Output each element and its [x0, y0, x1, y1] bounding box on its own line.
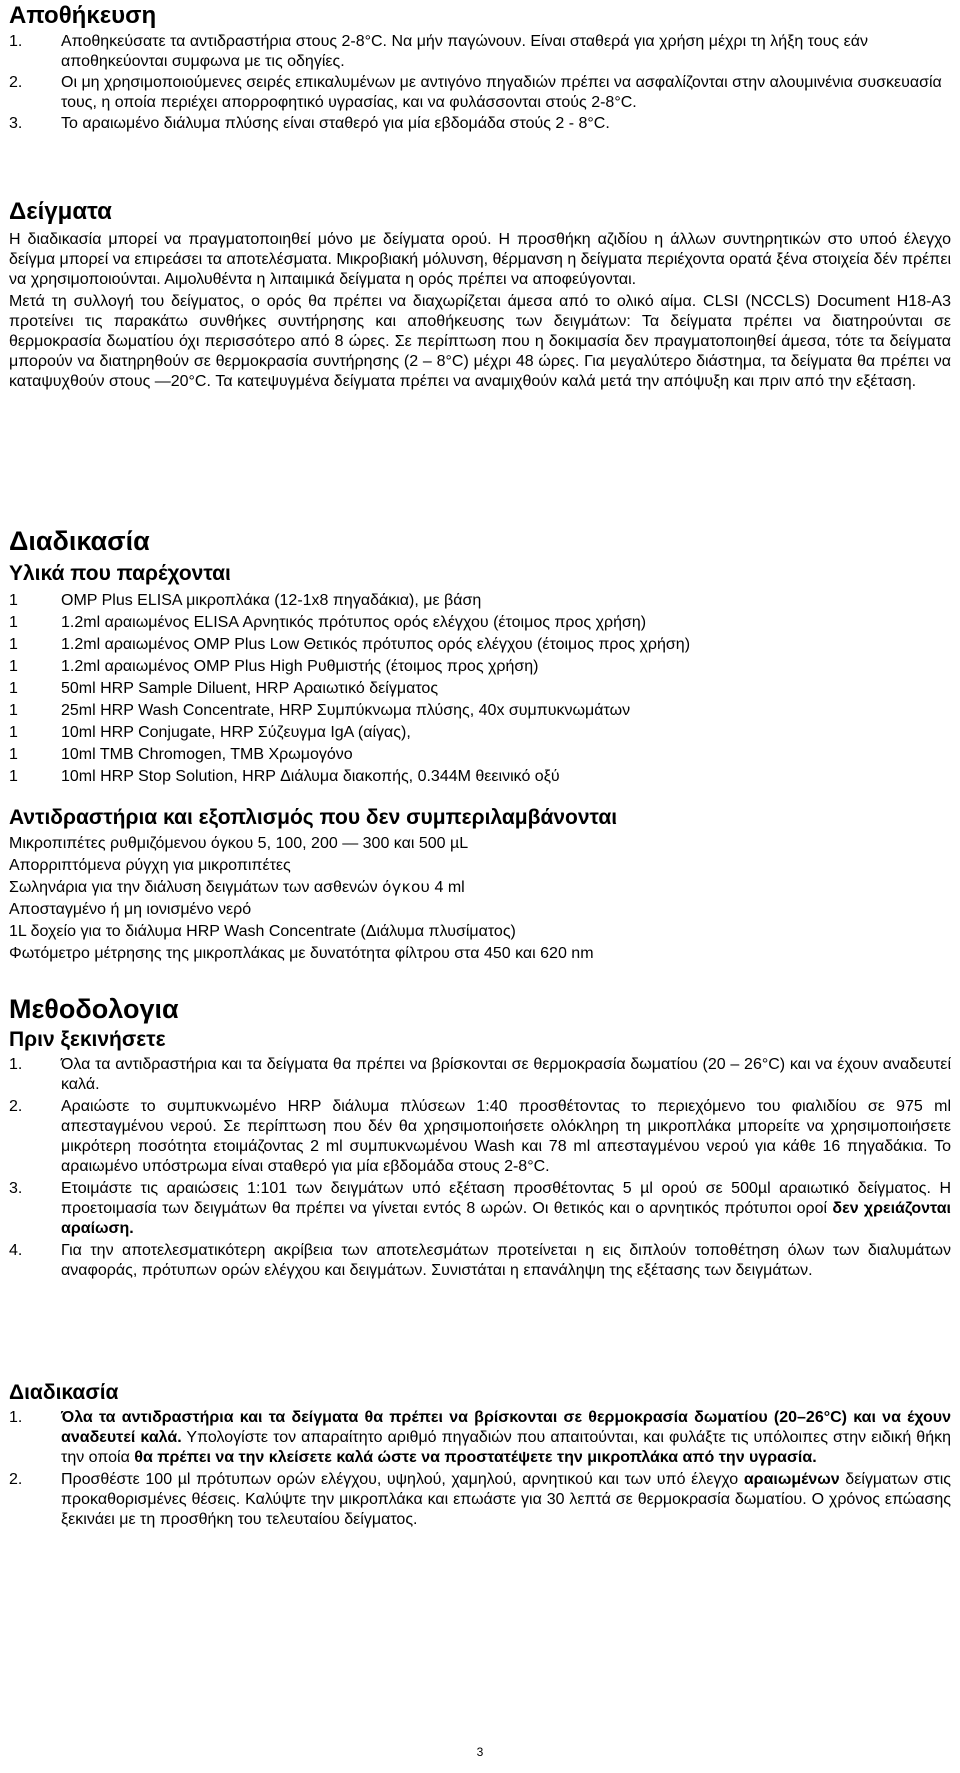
material-item: 1 10ml TMB Chromogen, TMB Χρωμογόνο [9, 746, 353, 763]
not-supplied-item: Απορριπτόμενα ρύγχη για μικροπιπέτες [9, 857, 291, 874]
procedure-title: Διαδικασία [9, 1381, 119, 1404]
storage-title: Αποθήκευση [9, 2, 157, 29]
material-item: 1 50ml HRP Sample Diluent, HRP Αραιωτικό δείγματος [9, 680, 439, 697]
page-number: 3 [476, 1745, 484, 1759]
material-item: 1 1.2ml αραιωμένος ELISA Αρνητικός πρότυπος ορός ελέγχου (έτοιμος προς χρήση) [9, 614, 647, 631]
material-item: 1 10ml HRP Stop Solution, HRP Διάλυμα διακοπής, 0.344M θεεινικό οξύ [9, 768, 560, 785]
samples-section [9, 198, 951, 392]
procedure-section [9, 1380, 951, 1530]
storage-item: 2. Οι μη χρησιμοποιούμενες σειρές επικαλυμένων με αντιγόνο πηγαδιών πρέπει να ασφαλίζονται στην αλουμινένια συσκευασία τους, η οποία περιέχει απορροφητικό υγρασίας, και να φυλάσσονται στούς 2-8°C. [9, 74, 942, 111]
not-supplied-list [9, 834, 951, 964]
samples-paragraph-1: Η διαδικασία μπορεί να πραγματοποιηθεί μόνο με δείγματα ορού. Η προσθήκη αζιδίου η άλλων συντηρητικών στο υποό έλεγχο δείγμα μπορεί να επιρεάσει τα αποτελέσματα. Μικροβιακή μόλυνση, θέρμανση η δείγματα περιέχοντα ορατά ξένα στοιχεία δέν πρέπει να χρησιμοποιούνται. Αιμολυθέντα η λιπαιμικά δείγματα η ορός πρέπει να αποφεύγονται. [9, 231, 951, 288]
methodology-title: Μεθοδολογια [9, 994, 179, 1024]
before-start-step: 4. Για την αποτελεσματικότερη ακρίβεια των αποτελεσμάτων προτείνεται η εις διπλούν τοποθέτηση όλων των διαλυμάτων αναφοράς, πρότυπων ορών ελέγχου και δειγμάτων. Συνιστάται η επανάληψη της εξέτασης των δειγμάτων. [9, 1242, 951, 1279]
storage-item: 3. Το αραιωμένο διάλυμα πλύσης είναι σταθερό για μία εβδομάδα στούς 2 - 8°C. [9, 115, 610, 132]
not-supplied-item: Απoσταγμένο ή μη ιονισμένο νερό [9, 901, 252, 918]
samples-title: Δείγματα [9, 198, 112, 225]
materials-list [9, 591, 951, 787]
before-start-step: 1. Όλα τα αντιδραστήρια και τα δείγματα θα πρέπει να βρίσκονται σε θερμοκρασία δωματίου (20 – 26°C) και να έχουν αναδευτεί καλά. [9, 1056, 951, 1093]
storage-list [9, 32, 949, 134]
material-item: 1 1.2ml αραιωμένος OMP Plus Low Θετικός πρότυπος ορός ελέγχου (έτοιμος προς χρήση) [9, 636, 691, 653]
not-supplied-item: Μικροπιπέτες ρυθμιζόμενου όγκου 5, 100, 200 — 300 και 500 µL [9, 835, 469, 852]
storage-item: 1. Αποθηκεύσατε τα αντιδραστήρια στους 2-8°C. Να μήν παγώνουν. Είναι σταθερά για χρήση μέχρι τη λήξη τους εάν αποθηκεύονται συμφωνα με τις οδηγίες. [9, 33, 868, 70]
not-supplied-item: Σωληνάρια για την διάλυση δειγμάτων των ασθενών όγκου 4 ml [9, 879, 465, 897]
materials-section [9, 525, 951, 787]
not-supplied-item: Φωτόμετρο μέτρησης της μικροπλάκας με δυνατότητα φίλτρου στα 450 και 620 nm [9, 945, 594, 962]
before-start-step: 2. Αραιώστε το συμπυκνωμένο HRP διάλυμα πλύσεων 1:40 προσθέτοντας το περιεχόμενο του φιαλιδίου σε 975 ml απεσταγμένου νερού. Σε περίπτωση που δέν θα χρησιμοποιήσετε ολόκληρη τη μικροπλάκα μπορείτε να χρησιμοποιήσετε μικρότερη ποσότητα ετοιμάζοντας 2 ml συμπυκνωμένου Wash και 78 ml απεσταγμένου νερού για κάθε 16 πηγαδάκια. Το αραιωμένο υπόστρωμα είναι σταθερό για μία εβδομάδα στους 2-8°C. [9, 1098, 951, 1175]
procedure-list [9, 1408, 951, 1530]
not-supplied-item: 1L δοχείο για το διάλυμα HRP Wash Concentrate (Διάλυμα πλυσίματος) [9, 923, 516, 940]
procedure-main-title: Διαδικασία [9, 526, 150, 556]
before-start-title: Πριν ξεκινήσετε [9, 1028, 166, 1051]
supplied-title: Υλικά που παρέχονται [9, 562, 231, 585]
before-start-step: 3. Ετοιμάστε τις αραιώσεις 1:101 των δειγμάτων υπό εξέταση προσθέτοντας 5 µl ορού σε 500µl αραιωτικό δείγματος. Η προετοιμασία των δειγμάτων θα πρέπει να γίνεται εντός 8 ωρών. Οι θετικός και ο αρνητικός πρότυποι οροί δεν χρειάζονται αραίωση. [9, 1180, 951, 1237]
material-item: 1 25ml HRP Wash Concentrate, HRP Συμπύκνωμα πλύσης, 40x συμπυκνωμάτων [9, 702, 631, 719]
not-supplied-title: Αντιδραστήρια και εξοπλισμός που δεν συμπεριλαμβάνονται [9, 806, 618, 829]
samples-paragraph-2: Μετά τη συλλογή του δείγματος, ο ορός θα πρέπει να διαχωρίζεται άμεσα από το ολικό αίμα. CLSI (NCCLS) Document H18-A3 προτείνει τις παρακάτω συνθήκες συντήρησης και αποθήκευσης των δειγμάτων: Τα δείγματα πρέπει να διατηρούνται σε θερμοκρασία δωματίου όχι περισσότερο από 8 ώρες. Σε περίπτωση που η δοκιμασία δεν πραγματοποιηθεί άμεσα, τότε τα δείγματα μπορούν να διατηρηθούν σε θερμοκρασία συντήρησης (2 – 8°C) μέχρι 48 ώρες. Για μεγαλύτερο διάστημα, τα δείγματα θα πρέπει να καταψυχθούν στους —20°C. Τα κατεψυγμένα δείγματα πρέπει να αναμιχθούν καλά μετά την απόψυξη και πριν από την εξέταση. [9, 293, 951, 390]
procedure-step: 1. Όλα τα αντιδραστήρια και τα δείγματα θα πρέπει να βρίσκονται σε θερμοκρασία δωματίου (20–26°C) και να έχουν αναδευτεί καλά. Υπολογίστε τον απαραίτητο αριθμό πηγαδιών που απαιτούνται, και φυλάξτε τις υπόλοιπες στην ειδική θήκη την οποία θα πρέπει να την κλείσετε καλά ώστε να προστατέψετε την μικροπλάκα από την υγρασία. [9, 1409, 952, 1466]
storage-section [9, 2, 949, 134]
not-supplied-section [9, 805, 951, 964]
procedure-step: 2. Προσθέστε 100 µl πρότυπων ορών ελέγχου, υψηλού, χαμηλού, αρνητικού και των υπό έλεγχο αραιωμένων δείγματων στις προκαθορισμένες θέσεις. Καλύψτε την μικροπλάκα και επωάστε για 30 λεπτά σε θερμοκρασία δωματίου. Ο χρόνος επώασης ξεκινάει με τη προσθήκη του τελευταίου δείγματος. [9, 1471, 952, 1528]
methodology-section [9, 993, 951, 1281]
material-item: 1 OMP Plus ELISA μικροπλάκα (12-1x8 πηγαδάκια), με βάση [9, 592, 482, 609]
material-item: 1 10ml HRP Conjugate, HRP Σύζευγμα IgA (αίγας), [9, 724, 411, 741]
material-item: 1 1.2ml αραιωμένος OMP Plus High Ρυθμιστής (έτοιμος προς χρήση) [9, 658, 539, 675]
before-start-list [9, 1055, 951, 1281]
